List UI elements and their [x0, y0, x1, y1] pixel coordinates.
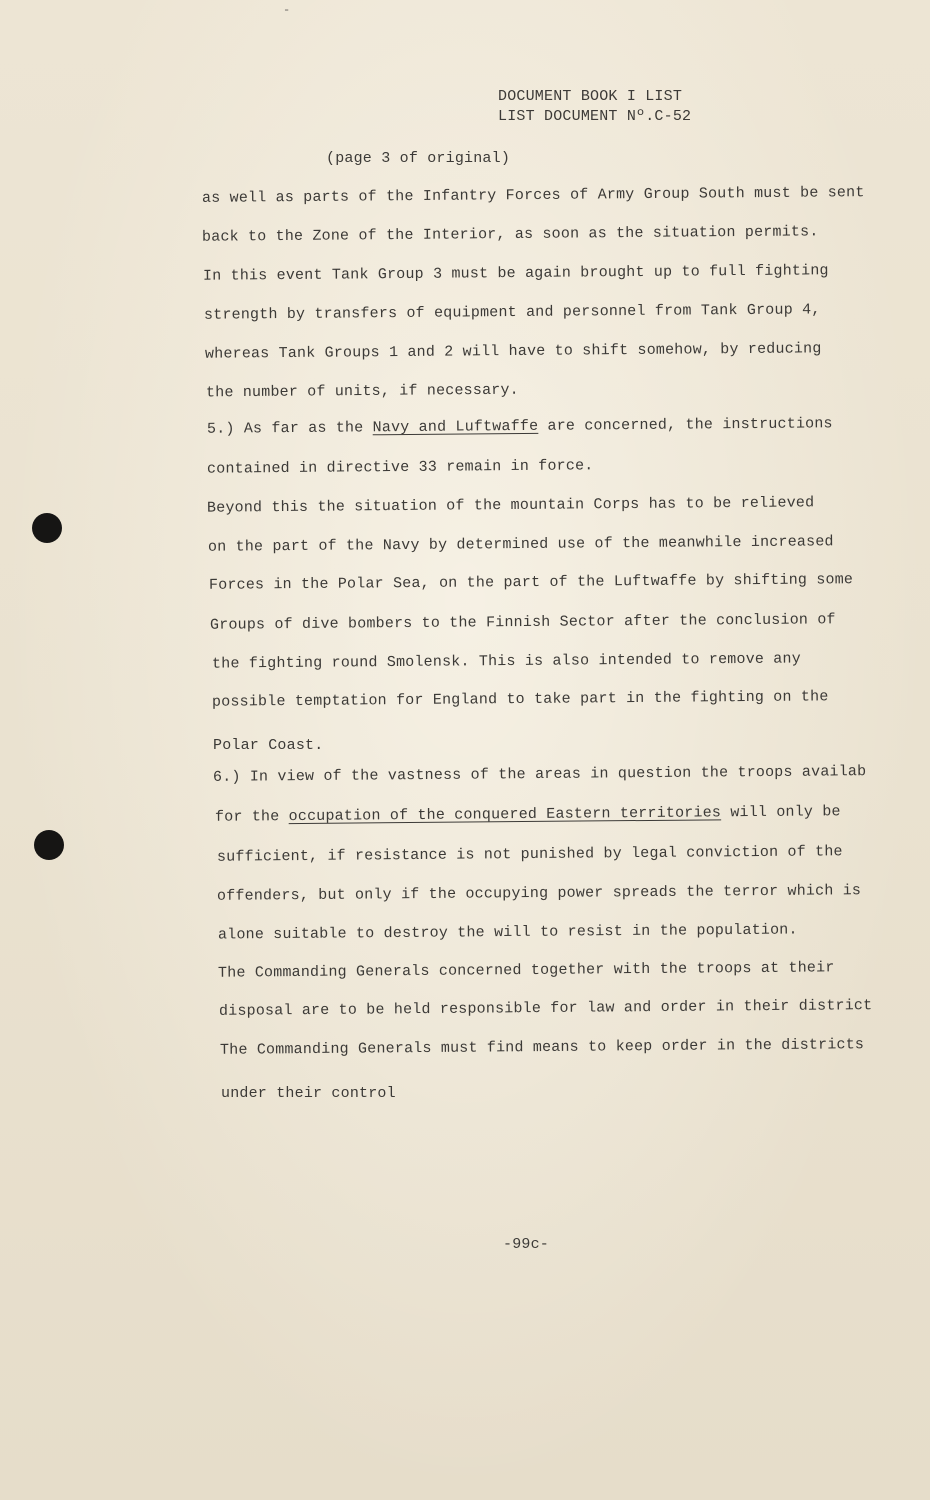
punch-hole-top	[32, 513, 62, 543]
body-line: 6.) In view of the vastness of the areas in question the troops availab	[212, 763, 867, 786]
body-line: possible temptation for England to take part in the fighting on the	[211, 688, 829, 711]
document-book-header: DOCUMENT BOOK I LIST	[498, 88, 683, 105]
body-line: Polar Coast.	[213, 737, 324, 754]
body-line: back to the Zone of the Interior, as soon as the situation permits.	[201, 223, 819, 246]
punch-hole-bottom	[34, 830, 64, 860]
body-line: offenders, but only if the occupying power spreads the terror which is	[216, 882, 862, 905]
page-of-original: (page 3 of original)	[326, 150, 511, 167]
body-line: Beyond this the situation of the mountain Corps has to be relieved	[206, 494, 815, 517]
body-line: strength by transfers of equipment and personnel from Tank Group 4,	[203, 301, 821, 324]
body-line: contained in directive 33 remain in force.	[206, 457, 594, 478]
body-line: Forces in the Polar Sea, on the part of the Luftwaffe by shifting some	[208, 571, 854, 594]
page-number: -99c-	[503, 1236, 550, 1253]
body-line: In this event Tank Group 3 must be again brought up to full fighting	[202, 262, 829, 285]
underlined-text: occupation of the conquered Eastern territories	[288, 804, 722, 826]
body-line: under their control	[221, 1085, 396, 1102]
body-line: for the occupation of the conquered Eastern territories will only be	[214, 803, 841, 826]
body-line: as well as parts of the Infantry Forces of Army Group South must be sent	[201, 184, 865, 207]
body-line: the number of units, if necessary.	[205, 381, 519, 402]
body-line: sufficient, if resistance is not punished by legal conviction of the	[216, 843, 843, 866]
body-line: 5.) As far as the Navy and Luftwaffe are concerned, the instructions	[206, 415, 833, 438]
body-line: on the part of the Navy by determined use of the meanwhile increased	[207, 533, 834, 556]
body-line: whereas Tank Groups 1 and 2 will have to shift somehow, by reducing	[204, 340, 822, 363]
underlined-text: Navy and Luftwaffe	[372, 417, 539, 437]
body-line: disposal are to be held responsible for law and order in their district	[218, 997, 873, 1020]
body-line: The Commanding Generals concerned together with the troops at their	[217, 959, 835, 982]
body-line: alone suitable to destroy the will to resist in the population.	[217, 921, 798, 944]
document-number-header: LIST DOCUMENT Nº.C-52	[498, 108, 692, 125]
body-line: Groups of dive bombers to the Finnish Sector after the conclusion of	[209, 611, 836, 634]
body-line: The Commanding Generals must find means to keep order in the districts	[219, 1036, 865, 1059]
top-mark: -	[283, 3, 291, 17]
body-line: the fighting round Smolensk. This is also intended to remove any	[211, 650, 801, 673]
